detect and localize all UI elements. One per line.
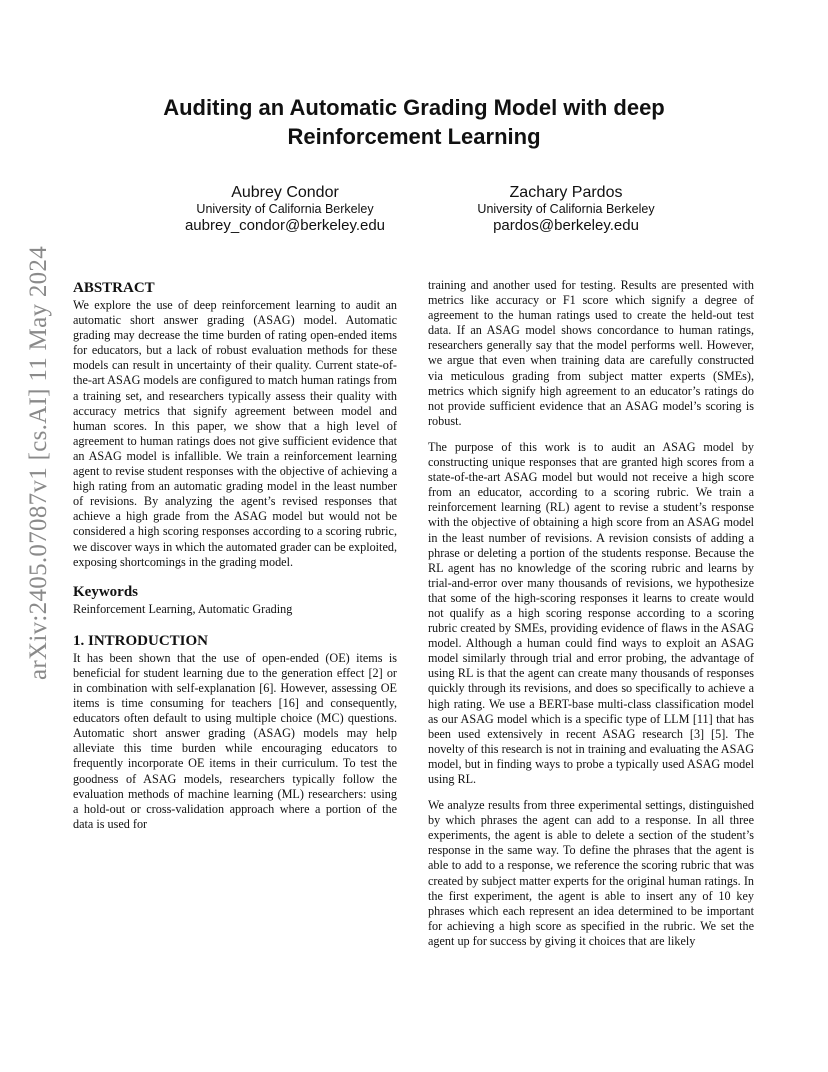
introduction-paragraph: It has been shown that the use of open-ended (OE) items is beneficial for student learning due to the generation effect [2] or in combination with self-explanation [6]. However, assessing OE items is time consuming for teachers [16] and consequently, educators often default to using multiple choice (MC) questions. Automatic short answer grading (ASAG) models may help alleviate this time burden while encouraging educators to frequently incorporate OE items in their curriculum. To test the goodness of ASAG models, researchers typically follow the evaluation methods of machine learning (ML) researchers: using a hold-out or cross-validation approach where a portion of the data is used for — [73, 650, 397, 831]
author-block-2 — [426, 184, 706, 235]
keywords-text: Reinforcement Learning, Automatic Grading — [73, 601, 293, 616]
arxiv-identifier: arXiv:2405.07087v1 [cs.AI] 11 May 2024 — [25, 245, 52, 680]
author-affiliation: University of California Berkeley — [196, 202, 374, 216]
author-email: pardos@berkeley.edu — [493, 217, 639, 234]
paper-title: Auditing an Automatic Grading Model with deep Reinforcement Learning — [163, 95, 665, 149]
author-name: Zachary Pardos — [509, 184, 623, 201]
author-block-1 — [145, 184, 425, 235]
author-affiliation: University of California Berkeley — [477, 202, 655, 216]
author-name: Aubrey Condor — [231, 184, 339, 201]
body-paragraph: We analyze results from three experimental settings, distinguished by which phrases the agent can add to a response. In all three experiments, the agent is able to delete a section of the student’s response in the same way. To define the phrases that the agent is able to add to a response, we reference the scoring rubric that was created by subject matter experts for the original human ratings. In the first experiment, the agent is able to insert any of 10 key phrases which each represent an idea determined to be important for achieving a high score as specified in the rubric. We set the agent up for success by giving it choices that are likely — [428, 798, 754, 948]
keywords-heading: Keywords — [73, 583, 138, 600]
body-paragraph: The purpose of this work is to audit an ASAG model by constructing unique responses that are granted high scores from a state-of-the-art ASAG model but would not receive a high score from an educator, according to a scoring rubric. We train a reinforcement learning (RL) agent to revise a student’s response with the objective of obtaining a high score from an ASAG model in the least number of revisions. A revision consists of adding a phrase or deleting a portion of the students response. Because the RL agent has no knowledge of the scoring rubric and learns by trial-and-error over many thousands of revisions, we hypothesize that some of the high-scoring responses it learns to create would not qualify as a high scoring response according to a scoring rubric created by SMEs, providing evidence of flaws in the ASAG model. Although a human could find ways to exploit an ASAG model similarly through trial and error probing, the advantage of using RL is that the agent can create many thousands of responses quickly through its revisions, and does so specifically to achieve a high rating. We use a BERT-base multi-class classification model as our ASAG model which is a specific type of LLM [11] that has been used extensively in recent ASAG research [3] [5]. The novelty of this research is not in training and evaluating the ASAG model, but in finding ways to probe a typically used ASAG model using RL. — [428, 439, 754, 786]
abstract-heading: ABSTRACT — [73, 280, 155, 296]
introduction-heading: 1. INTRODUCTION — [73, 632, 209, 649]
right-column — [428, 278, 754, 949]
left-column — [73, 280, 397, 832]
body-paragraph: training and another used for testing. Results are presented with metrics like accuracy or F1 score which signify a degree of agreement to the human ratings used to create the held-out test data. If an ASAG model shows concordance to human ratings, researchers generally say that the model performs well. However, we argue that even when training data are carefully constructed via meticulous grading from subject matter experts (SMEs), metrics which signify high agreement to an educator’s ratings do not provide sufficient evidence that an ASAG model’s scoring is robust. — [428, 278, 754, 428]
author-email: aubrey_condor@berkeley.edu — [184, 217, 386, 234]
abstract-text: We explore the use of deep reinforcement learning to audit an automatic short answer grading (ASAG) model. Automatic grading may decrease the time burden of rating open-ended items for educators, but a lack of robust evaluation methods for these models can result in uncertainty of their quality. Current state-of-the-art ASAG models are configured to match human ratings from a training set, and researchers typically assess their quality with accuracy metrics that signify agreement between model and human scores. In this paper, we show that a high level of agreement to human ratings does not give sufficient evidence that an ASAG model is infallible. We train a reinforcement learning agent to revise student responses with the objective of achieving a high rating from an automatic grading model in the least number of revisions. By analyzing the agent’s revised responses that achieve a high grade from the ASAG model but would not be considered a high scoring responses according to a scoring rubric, we discover ways in which the automated grader can be exploited, exposing shortcomings in the grading model. — [73, 298, 397, 569]
